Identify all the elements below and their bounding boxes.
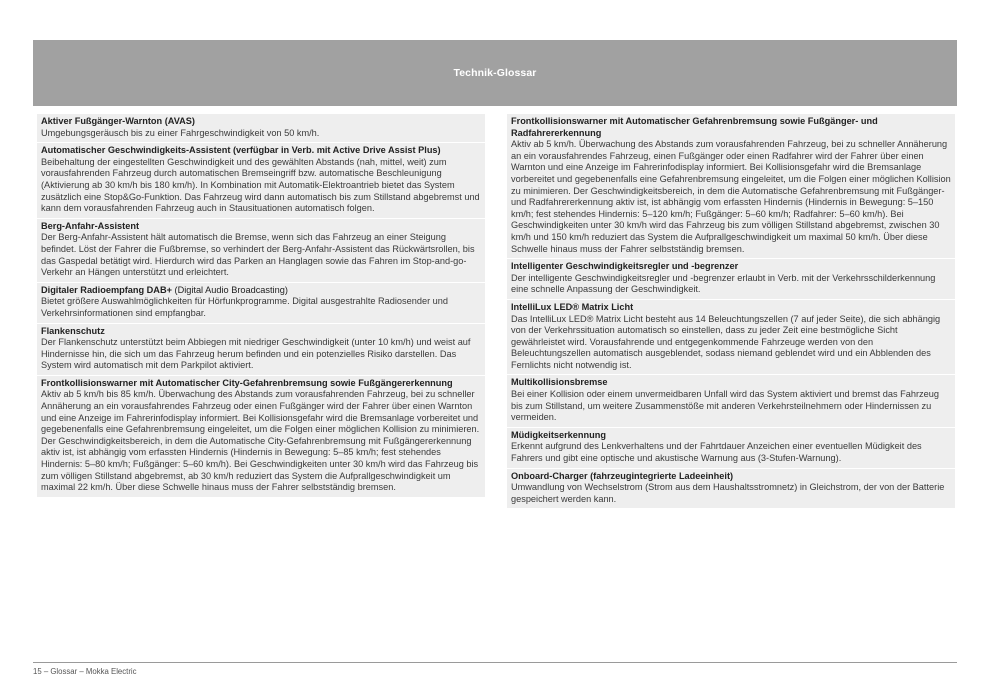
entry-body: Der Berg-Anfahr-Assistent hält automatisch die Bremse, wenn sich das Fahrzeug an einer Steigung befindet. Löst der Fahrer die Fußbremse, so verhindert der Berg-Anfahr-Assistent das Rückwärtsrollen, bis das Gaspedal betätigt wird. Hierdurch wird das Parken an Hanglagen sowie das Fahren im Stop-and-go-Verkehr an Hängen unterstützt und erleichtert. (41, 232, 475, 278)
glossary-entry-dab-radio (37, 283, 485, 323)
entry-title: Automatischer Geschwindigkeits-Assistent (verfügbar in Verb. mit Active Drive Assist Plus) (41, 145, 441, 156)
entry-body: Aktiv ab 5 km/h. Überwachung des Abstands zum vorausfahrenden Fahrzeug, bei zu schneller Annäherung an ein vorausfahrendes Fahrzeug, einen Fußgänger oder einen Radfahrer wird der Fahrer über einen Warnton und eine Anzeige im Fahrerinfodisplay informiert. Bei Kollisionsgefahr wird die Bremsanlage vorbereitet und gegebenenfalls eine Gefahrenbremsung eingeleitet, um die Folgen einer möglichen Kollision zu minimieren. Der Geschwindigkeitsbereich, in dem die Automatische Gefahrenbremsung mit Fußgänger- und Radfahrererkennung aktiv ist, ist abhängig vom erfassten Hindernis (Hindernis in Bewegung: 5–150 km/h; fest stehendes Hindernis: 5–120 km/h; Fußgänger: 5–60 km/h; Radfahrer: 5–60 km/h). Bei Geschwindigkeiten unter 30 km/h wird das Fahrzeug bis zum völligen Stillstand abgebremst, zwischen 30 km/h und 150 km/h reduziert das System die Aufprallgeschwindigkeit um maximal 50 km/h. Über diese Schwelle hinaus muss der Fahrer selbstständig bremsen. (511, 139, 951, 254)
glossary-entry-avas (37, 114, 485, 142)
entry-title: Frontkollisionswarner mit Automatischer City-Gefahrenbremsung sowie Fußgängererkennung (41, 377, 453, 388)
entry-title: Frontkollisionswarner mit Automatischer Gefahrenbremsung sowie Fußgänger- und Radfahrererkennung (511, 116, 878, 138)
page-header (33, 40, 957, 106)
entry-title: Intelligenter Geschwindigkeitsregler und -begrenzer (511, 261, 739, 272)
glossary-entry-onboard-charger (507, 469, 955, 509)
entry-body: Umwandlung von Wechselstrom (Strom aus dem Haushaltsstromnetz) in Gleichstrom, der von der Batterie gespeichert werden kann. (511, 482, 945, 504)
glossary-column-left (37, 114, 485, 497)
glossary-entry-intelligent-speed-control (507, 259, 955, 299)
glossary-column-right (507, 114, 955, 508)
entry-body: Beibehaltung der eingestellten Geschwindigkeit und des gewählten Abstands (nah, mittel, weit) zum vorausfahrenden Fahrzeug durch automatischen Bremseingriff bzw. automatische Beschleunigung (Aktivierung ab 30 km/h bis 180 km/h). In Kombination mit Automatik-Elektroantrieb bietet das System zusätzlich eine Stop&Go-Funktion. Das Fahrzeug wird dann automatisch bis zum Stillstand abgebremst und kann dem vorausfahrenden Fahrzeug auch in Stausituationen automatisch folgen. (41, 156, 480, 214)
entry-body: Bietet größere Auswahlmöglichkeiten für Hörfunkprogramme. Digital ausgestrahlte Radiosender und Verkehrsinformationen sind empfangbar. (41, 296, 449, 318)
glossary-entry-hill-start-assist (37, 219, 485, 282)
entry-title: Aktiver Fußgänger-Warnton (AVAS) (41, 116, 195, 126)
page-footer: 15 – Glossar – Mokka Electric (33, 667, 137, 676)
entry-title: Onboard-Charger (fahrzeugintegrierte Ladeeinheit) (511, 470, 734, 481)
entry-body: Umgebungsgeräusch bis zu einer Fahrgeschwindigkeit von 50 km/h. (41, 127, 320, 138)
glossary-entry-multi-collision-brake (507, 375, 955, 426)
entry-body: Erkennt aufgrund des Lenkverhaltens und der Fahrtdauer Anzeichen einer eventuellen Müdigkeit des Fahrers und gibt eine optische und akustische Warnung aus (3-Stufen-Warnung). (511, 441, 922, 464)
footer-divider (33, 662, 957, 663)
glossary-entry-intellilux-matrix (507, 300, 955, 375)
entry-title: IntelliLux LED® Matrix Licht (511, 301, 634, 312)
entry-body: Aktiv ab 5 km/h bis 85 km/h. Überwachung des Abstands zum vorausfahrenden Fahrzeug, bei zu schneller Annäherung an ein vorausfahrendes Fahrzeug oder einen Fußgänger wird der Fahrer über einen Warnton und eine Anzeige im Fahrerinfodisplay informiert. Bei Kollisionsgefahr wird die Bremsanlage vorbereitet und gegebenenfalls eine Gefahrenbremsung eingeleitet, um die Folgen einer möglichen Kollision zu minimieren. Der Geschwindigkeitsbereich, in dem die Automatische City-Gefahrenbremsung mit Fußgängererkennung aktiv ist, ist abhängig vom erfassten Hindernis (Hindernis in Bewegung: 5–85 km/h; fest stehendes Hindernis: 5–80 km/h; Fußgänger: 5–60 km/h). Bei Geschwindigkeiten unter 30 km/h wird das Fahrzeug bis zum völligen Stillstand abgebremst, ab 30 km/h reduziert das System die Aufprallgeschwindigkeit um maximal 22 km/h. Über diese Schwelle hinaus muss der Fahrer selbstständig bremsen. (41, 389, 480, 493)
glossary-entry-flank-protection (37, 324, 485, 375)
entry-body: Das IntelliLux LED® Matrix Licht besteht aus 14 Beleuchtungszellen (7 auf jeder Seite), die sich abhängig von der Verkehrssituation automatisch so einstellen, dass zu jeder Zeit eine bestmögliche Sicht gewährleistet wird. Vorausfahrende und entgegenkommende Fahrzeuge werden von den Beleuchtungszellen automatisch ausgeblendet, sodass niemand geblendet wird und ein Abblenden des Fernlichts nicht notwendig ist. (511, 313, 941, 370)
glossary-entry-speed-assistant (37, 143, 485, 218)
entry-title: Berg-Anfahr-Assistent (41, 220, 140, 231)
glossary-entry-emergency-braking-cyclist (507, 114, 955, 258)
glossary-entry-city-emergency-braking (37, 376, 485, 497)
entry-body: Der Flankenschutz unterstützt beim Abbiegen mit niedriger Geschwindigkeit (unter 10 km/h) und weist auf Hindernisse hin, die sich um das Fahrzeug herum befinden und ein potenzielles Risiko darstellen. Das System wird automatisch mit dem Parkpilot aktiviert. (41, 337, 471, 371)
entry-title: Multikollisionsbremse (511, 377, 608, 388)
glossary-entry-drowsiness-detection (507, 428, 955, 468)
entry-body: Bei einer Kollision oder einem unvermeidbaren Unfall wird das System aktiviert und bremst das Fahrzeug bis zum Stillstand, um weitere Zusammenstöße mit anderen Verkehrsteilnehmern oder Hindernissen zu vermeiden. (511, 389, 939, 423)
entry-title: Digitaler Radioempfang DAB+ (Digital Audio Broadcasting) (41, 284, 288, 295)
entry-title: Flankenschutz (41, 325, 105, 336)
entry-body: Der intelligente Geschwindigkeitsregler und -begrenzer erlaubt in Verb. mit der Verkehrsschilderkennung eine schnelle Anpassung der Geschwindigkeit. (511, 272, 936, 295)
entry-title: Müdigkeitserkennung (511, 429, 606, 440)
page-title: Technik-Glossar (453, 67, 537, 79)
